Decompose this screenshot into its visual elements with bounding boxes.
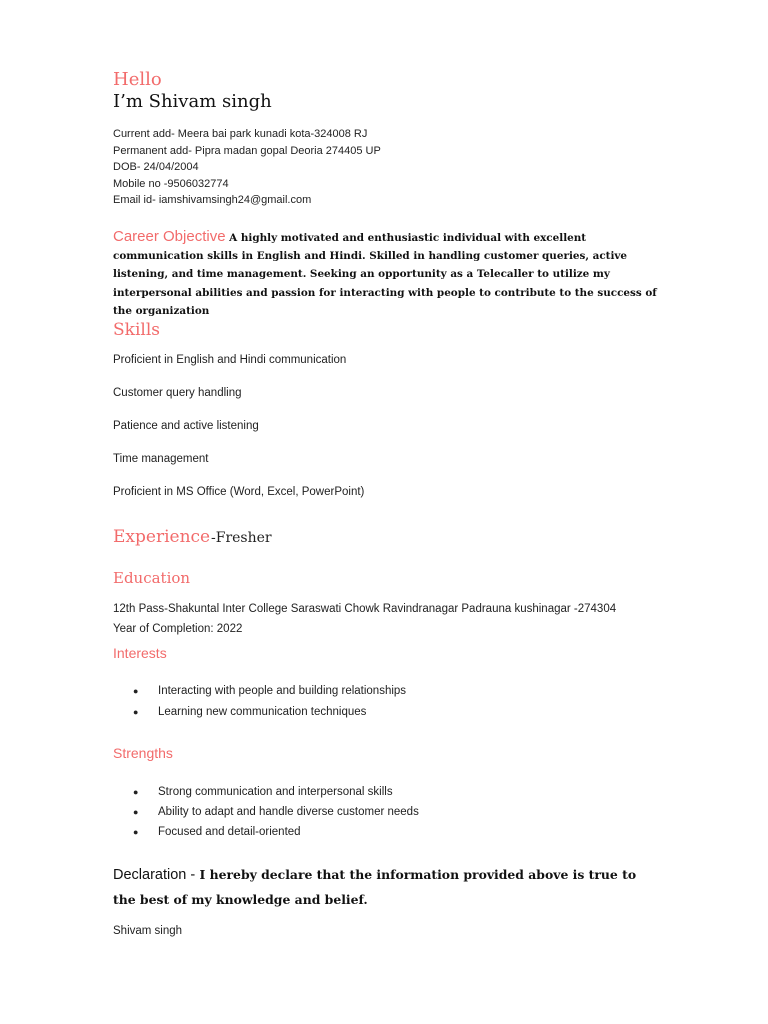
contact-block bbox=[113, 126, 381, 209]
skill-item: Time management bbox=[113, 453, 209, 465]
greeting: Hello bbox=[113, 69, 162, 90]
email-address: Email id- iamshivamsingh24@gmail.com bbox=[113, 194, 312, 206]
declaration-text: I hereby declare that the information provided above is true to the best of my knowledge and belief. bbox=[113, 867, 637, 907]
mobile-number: Mobile no -9506032774 bbox=[113, 177, 229, 190]
permanent-address: Permanent add- Pipra madan gopal Deoria 274405 UP bbox=[113, 144, 381, 157]
skill-item: Customer query handling bbox=[113, 387, 242, 399]
strengths-heading: Strengths bbox=[113, 745, 173, 761]
career-objective-text: A highly motivated and enthusiastic individual with excellent communication skills in English and Hindi. Skilled in handling customer queries, active listening, and time management. Seeking an opportunity as a Telecaller to utilize my interpersonal abilities and passion for interacting with people to contribute to the success of the organization bbox=[113, 232, 657, 317]
skill-item: Patience and active listening bbox=[113, 420, 259, 432]
bullet-icon: ● bbox=[133, 706, 139, 717]
interests-heading: Interests bbox=[113, 645, 167, 661]
skill-item: Proficient in English and Hindi communication bbox=[113, 354, 347, 366]
experience-value: -Fresher bbox=[211, 530, 272, 546]
current-address: Current add- Meera bai park kunadi kota-324008 RJ bbox=[113, 128, 368, 140]
declaration bbox=[113, 863, 653, 911]
education-heading: Education bbox=[113, 569, 191, 587]
bullet-icon: ● bbox=[133, 787, 139, 797]
resume-page: Hello I’m Shivam singh Current add- Meera bai park kunadi kota-324008 RJ Permanent add- Pipra madan gopal Deoria 274405 UP DOB- 24/04/2004 Mobile no -9506032774 Email id- iamshivamsingh24@gmail.com Career Objective A highly motivated and enthusiastic individual with excellent communication skills in English and Hindi. Skilled in handling customer queries, active listening, and time management. Seeking an opportunity as a Telecaller to utilize my interpersonal abilities and passion for interacting with people to contribute to the success of the organization Skills Proficient in English and Hindi communication Customer query handling Patience and active listening Time management Proficient in MS Office (Word, Excel, PowerPoint) Experience -Fresher Education 12th Pass-Shakuntal Inter College Saraswati Chowk Ravindranagar Padrauna kushinagar -274304 Year of Completion: 2022 Interests ● Interacting with people and building relationships ● Learning new communication techniques Strengths ● Strong communication and interpersonal skills ● Ability to adapt and handle diverse customer needs ● Focused and detail-oriented Declaration - I hereby declare that the information provided above is true to the best of my knowledge and belief. Shivam singh bbox=[113, 69, 657, 937]
skills-heading: Skills bbox=[113, 320, 160, 340]
date-of-birth: DOB- 24/04/2004 bbox=[113, 161, 199, 173]
bullet-icon: ● bbox=[133, 686, 139, 696]
declaration-heading: Declaration - bbox=[113, 867, 196, 883]
experience-heading: Experience bbox=[113, 527, 211, 547]
skill-item: Proficient in MS Office (Word, Excel, PowerPoint) bbox=[113, 486, 365, 498]
education-detail: 12th Pass-Shakuntal Inter College Saraswati Chowk Ravindranagar Padrauna kushinagar -274304 bbox=[113, 603, 617, 615]
bullet-icon: ● bbox=[133, 827, 139, 837]
bullet-icon: ● bbox=[133, 807, 139, 817]
signature: Shivam singh bbox=[113, 925, 183, 937]
career-objective bbox=[113, 228, 658, 320]
career-objective-heading: Career Objective bbox=[113, 228, 226, 245]
candidate-name: I’m Shivam singh bbox=[113, 91, 272, 112]
education-year: Year of Completion: 2022 bbox=[113, 623, 243, 635]
